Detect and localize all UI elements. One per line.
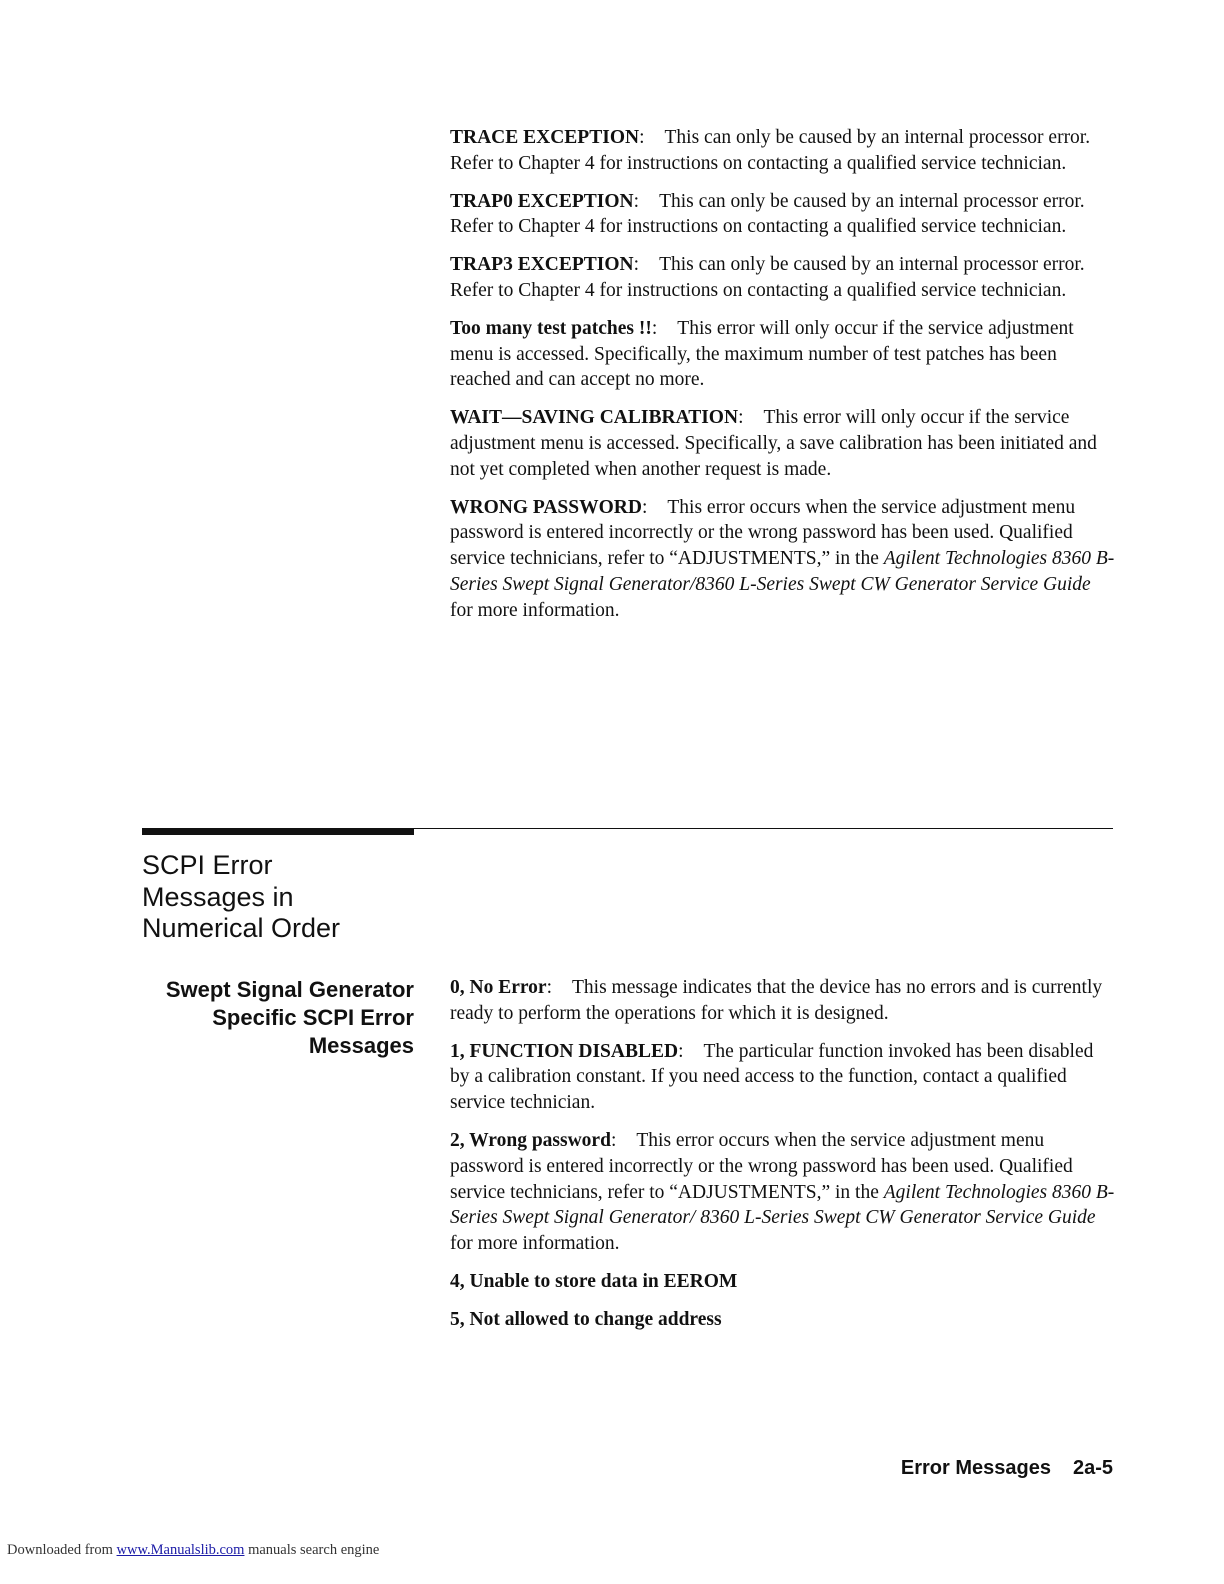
entry-term: WRONG PASSWORD <box>450 496 642 518</box>
entry-trap0-exception: TRAP0 EXCEPTION: This can only be caused by an internal processor error. Refer to Chapter 4 for instructions on contacting a qualified service technician. <box>450 190 1085 238</box>
entry-text: This error will only occur if the service adjustment menu is accessed. Specifically, a save calibration has been initiated and not yet completed when another request is made. <box>450 407 1097 480</box>
section-title <box>142 850 340 945</box>
error-0-no-error: 0, No Error: This message indicates that the device has no errors and is currently ready to perform the operations for which it is designed. <box>450 977 1103 1024</box>
entry-text-after: for more information. <box>450 599 620 621</box>
error-5-not-allowed-to-change-address <box>450 1307 1115 1333</box>
numbered-entries <box>450 975 1115 1345</box>
entry-text: This message indicates that the device has no errors and is currently ready to perform the operations for which it is designed. <box>450 977 1103 1024</box>
entry-term: TRAP3 EXCEPTION <box>450 254 634 276</box>
manualslib-link[interactable]: www.Manualslib.com <box>116 1542 245 1558</box>
entry-term: 4, Unable to store data in EEROM <box>450 1270 738 1292</box>
entry-text: This can only be caused by an internal processor error. Refer to Chapter 4 for instructions on contacting a qualified service technician. <box>450 254 1085 301</box>
subsection-title-line: Swept Signal Generator <box>165 977 414 1002</box>
entry-wrong-password: WRONG PASSWORD: This error occurs when the service adjustment menu password is entered incorrectly or the wrong password has been used. Qualified service technicians, refer to “ADJUSTMENTS,” in the Agilent Technologies 8360 B-Series Swept Signal Generator/8360 L-Series Swept CW Generator Service Guide for more information. <box>450 496 1115 621</box>
entry-text: This error occurs when the service adjustment menu password is entered incorrectly or the wrong password has been used. Qualified service technicians, refer to “ADJUSTMENTS,” in the <box>450 496 1076 570</box>
entry-text: This can only be caused by an internal processor error. Refer to Chapter 4 for instructions on contacting a qualified service technician. <box>450 127 1091 174</box>
entry-term: 2, Wrong password <box>450 1129 611 1151</box>
top-entries <box>450 125 1115 636</box>
subsection-title-line: Messages <box>308 1033 414 1058</box>
download-suffix: manuals search engine <box>248 1542 380 1558</box>
footer-label: Error Messages <box>900 1457 1051 1479</box>
section-title-line: Numerical Order <box>142 913 341 943</box>
entry-trap3-exception: TRAP3 EXCEPTION: This can only be caused by an internal processor error. Refer to Chapter 4 for instructions on contacting a qualified service technician. <box>450 254 1085 301</box>
entry-text: This can only be caused by an internal processor error. Refer to Chapter 4 for instructions on contacting a qualified service technician. <box>450 190 1085 238</box>
section-rule-thin <box>414 828 1113 829</box>
entry-term: 1, FUNCTION DISABLED <box>450 1040 679 1062</box>
entry-text: This error will only occur if the service adjustment menu is accessed. Specifically, the maximum number of test patches has been reached and can accept no more. <box>450 317 1074 391</box>
error-1-function-disabled: 1, FUNCTION DISABLED: The particular function invoked has been disabled by a calibration constant. If you need access to the function, contact a qualified service technician. <box>450 1040 1094 1114</box>
subsection-title-line: Specific SCPI Error <box>212 1005 414 1030</box>
entry-term: TRAP0 EXCEPTION <box>450 190 634 212</box>
page-number: 2a-5 <box>1072 1457 1113 1479</box>
subsection-title <box>142 976 414 1060</box>
guide-title: Agilent Technologies 8360 B-Series Swept Signal Generator/ 8360 L-Series Swept CW Generator Service Guide <box>450 1181 1115 1229</box>
error-4-unable-to-store <box>450 1269 1115 1295</box>
section-rule-thick <box>142 828 414 835</box>
download-note <box>7 1542 379 1559</box>
guide-title: Agilent Technologies 8360 B-Series Swept Signal Generator/8360 L-Series Swept CW Generator Service Guide <box>450 548 1115 595</box>
entry-text-after: for more information. <box>450 1233 620 1255</box>
entry-wait-saving-calibration: WAIT—SAVING CALIBRATION: This error will only occur if the service adjustment menu is accessed. Specifically, a save calibration has been initiated and not yet completed when another request is made. <box>450 407 1097 480</box>
page-footer <box>901 1457 1113 1480</box>
entry-term: Too many test patches !! <box>450 317 652 339</box>
error-2-wrong-password: 2, Wrong password: This error occurs when the service adjustment menu password is entered incorrectly or the wrong password has been used. Qualified service technicians, refer to “ADJUSTMENTS,” in the Agilent Technologies 8360 B-Series Swept Signal Generator/ 8360 L-Series Swept CW Generator Service Guide for more information. <box>450 1129 1115 1255</box>
entry-too-many-test-patches: Too many test patches !!: This error will only occur if the service adjustment menu is accessed. Specifically, the maximum number of test patches has been reached and can accept no more. <box>450 317 1074 391</box>
section-title-line: SCPI Error <box>142 850 273 880</box>
entry-term: WAIT—SAVING CALIBRATION <box>450 407 739 429</box>
entry-text: This error occurs when the service adjustment menu password is entered incorrectly or the wrong password has been used. Qualified service technicians, refer to “ADJUSTMENTS,” in the <box>450 1129 1073 1203</box>
entry-term: 0, No Error <box>450 977 547 998</box>
entry-term: 5, Not allowed to change address <box>450 1308 722 1330</box>
section-title-line: Messages in <box>142 881 294 912</box>
entry-trace-exception: TRACE EXCEPTION: This can only be caused by an internal processor error. Refer to Chapter 4 for instructions on contacting a qualified service technician. <box>450 127 1091 174</box>
entry-text: The particular function invoked has been disabled by a calibration constant. If you need access to the function, contact a qualified service technician. <box>450 1040 1094 1114</box>
entry-term: TRACE EXCEPTION <box>450 127 640 148</box>
download-prefix: Downloaded from <box>7 1542 113 1558</box>
